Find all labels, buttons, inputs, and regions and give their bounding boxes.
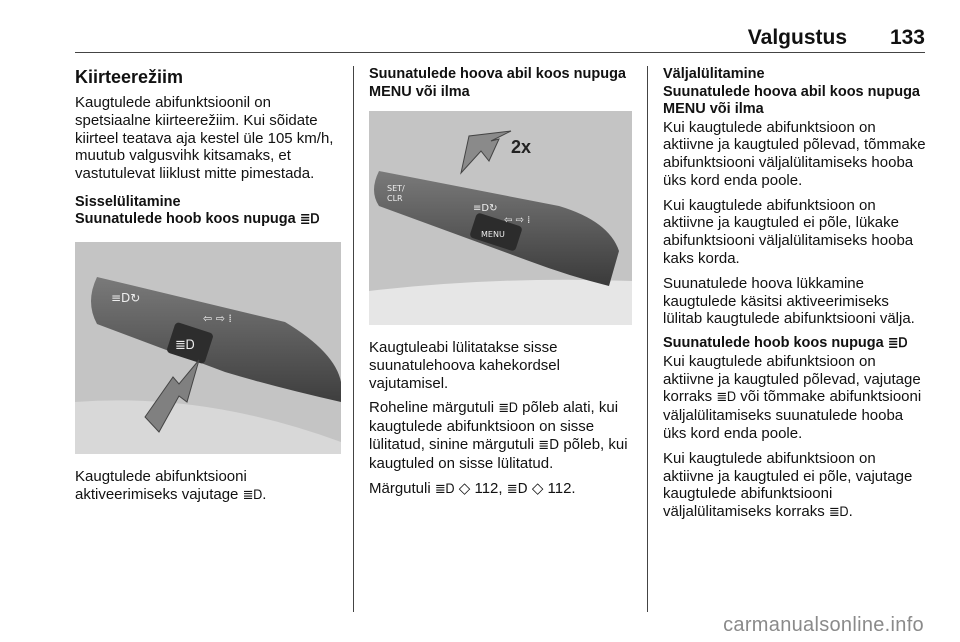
svg-text:≡D↻: ≡D↻ — [473, 203, 498, 214]
svg-text:CLR: CLR — [387, 194, 403, 203]
paragraph: Kui kaugtulede abifunktsioon on aktiivne ja kaugtuled ei põle, vajutage kaugtulede abifunktsiooni väljalülitamiseks korraks ≣Ꭰ. — [663, 449, 913, 521]
heading-kiirteereziim: Kiirteerežiim — [75, 67, 184, 87]
subheading-lever-menu: Suunatulede hoova abil koos nupuga MENU või ilma — [663, 83, 920, 117]
high-beam-assist-icon: ≣Ꭰ — [299, 212, 320, 228]
svg-text:⇦ ⇨ ⁞: ⇦ ⇨ ⁞ — [203, 311, 232, 325]
lever-illustration — [75, 242, 341, 454]
paragraph: Kaugtulede abifunktsioonil on spetsiaalne kiirteerežiim. Kui sõidate kiirteel teatava aja kestel üle 105 km/h, muutub valgusvihk kitsamaks, et vastutulevat liiklust mitte pimestada. — [75, 94, 334, 183]
subheading-lever-menu: Suunatulede hoova abil koos nupuga MENU või ilma — [369, 66, 626, 100]
svg-text:⇦ ⇨ ⁞: ⇦ ⇨ ⁞ — [504, 215, 531, 226]
subheading-lever-button — [75, 211, 341, 229]
svg-text:SET/: SET/ — [387, 184, 405, 193]
svg-text:MENU: MENU — [481, 230, 505, 239]
section-title: Valgustus — [747, 26, 847, 49]
column-2 — [369, 66, 634, 505]
high-beam-icon: ≣D — [538, 437, 560, 453]
paragraph: Kaugtuleabi lülitatakse sisse suunatulehoova kahekordsel vajutamisel. — [369, 339, 560, 392]
high-beam-assist-icon: ≣Ꭰ — [887, 336, 908, 352]
subheading-text: Suunatulede hoob koos nupuga — [75, 211, 296, 228]
watermark: carmanualsonline.info — [723, 614, 924, 636]
column-divider-2 — [647, 66, 648, 612]
page-header — [75, 26, 925, 52]
paragraph: Kui kaugtulede abifunktsioon on aktiivne ja kaugtuled põlevad, tõmmake abifunktsiooni väljalülitamiseks hooba üks kord enda poole. — [663, 118, 926, 189]
subheading-lever-button: Suunatulede hoob koos nupuga ≣Ꭰ — [663, 335, 908, 352]
figure-caption: Kaugtulede abifunktsiooni aktiveerimiseks vajutage ≣Ꭰ. — [75, 467, 267, 503]
page-reference: ◇ 112, — [458, 479, 503, 497]
svg-text:2x: 2x — [511, 137, 532, 157]
column-1 — [75, 66, 341, 512]
header-rule — [75, 52, 925, 53]
paragraph-indicator: Roheline märgutuli ≣Ꭰ põleb alati, kui kaugtulede abifunktsioon on sisse lülitatud, sinine märgutuli ≣D põleb, kui kaugtuled on sisse lülitatud. — [369, 399, 628, 472]
page-reference: ◇ 112. — [531, 479, 576, 497]
paragraph-reference: Märgutuli ≣Ꭰ ◇ 112, ≣D ◇ 112. — [369, 479, 576, 497]
paragraph: Kui kaugtulede abifunktsioon on aktiivne ja kaugtuled ei põle, lükake abifunktsiooni väljalülitamiseks hooba kaks korda. — [663, 196, 914, 268]
subheading-valjalulitamine: Väljalülitamine — [663, 66, 765, 82]
high-beam-assist-icon: ≣Ꭰ — [242, 487, 263, 503]
high-beam-assist-icon: ≣Ꭰ — [828, 505, 849, 521]
svg-text:≣Ꭰ: ≣Ꭰ — [175, 337, 195, 353]
figure-lever-menu — [369, 111, 632, 325]
paragraph: Kui kaugtulede abifunktsioon on aktiivne ja kaugtuled põlevad, vajutage korraks ≣Ꭰ või tõmmake abifunktsiooni väljalülitamiseks suunatulede hooba üks kord enda poole. — [663, 352, 922, 442]
column-divider-1 — [353, 66, 354, 612]
page-number: 133 — [889, 26, 925, 49]
figure-lever-button — [75, 242, 341, 454]
high-beam-assist-icon: ≣Ꭰ — [716, 390, 737, 406]
column-3 — [663, 66, 928, 529]
subheading-sisselulitamine: Sisselülitamine — [75, 193, 181, 210]
svg-text:≡D↻: ≡D↻ — [111, 290, 141, 305]
high-beam-assist-icon: ≣Ꭰ — [498, 401, 518, 417]
paragraph: Suunatulede hoova lükkamine kaugtulede käsitsi aktiveerimiseks lülitab kaugtulede abifunktsiooni välja. — [663, 274, 915, 328]
high-beam-icon: ≣D — [506, 481, 528, 497]
lever-menu-illustration — [369, 111, 632, 325]
high-beam-assist-icon: ≣Ꭰ — [434, 481, 455, 497]
